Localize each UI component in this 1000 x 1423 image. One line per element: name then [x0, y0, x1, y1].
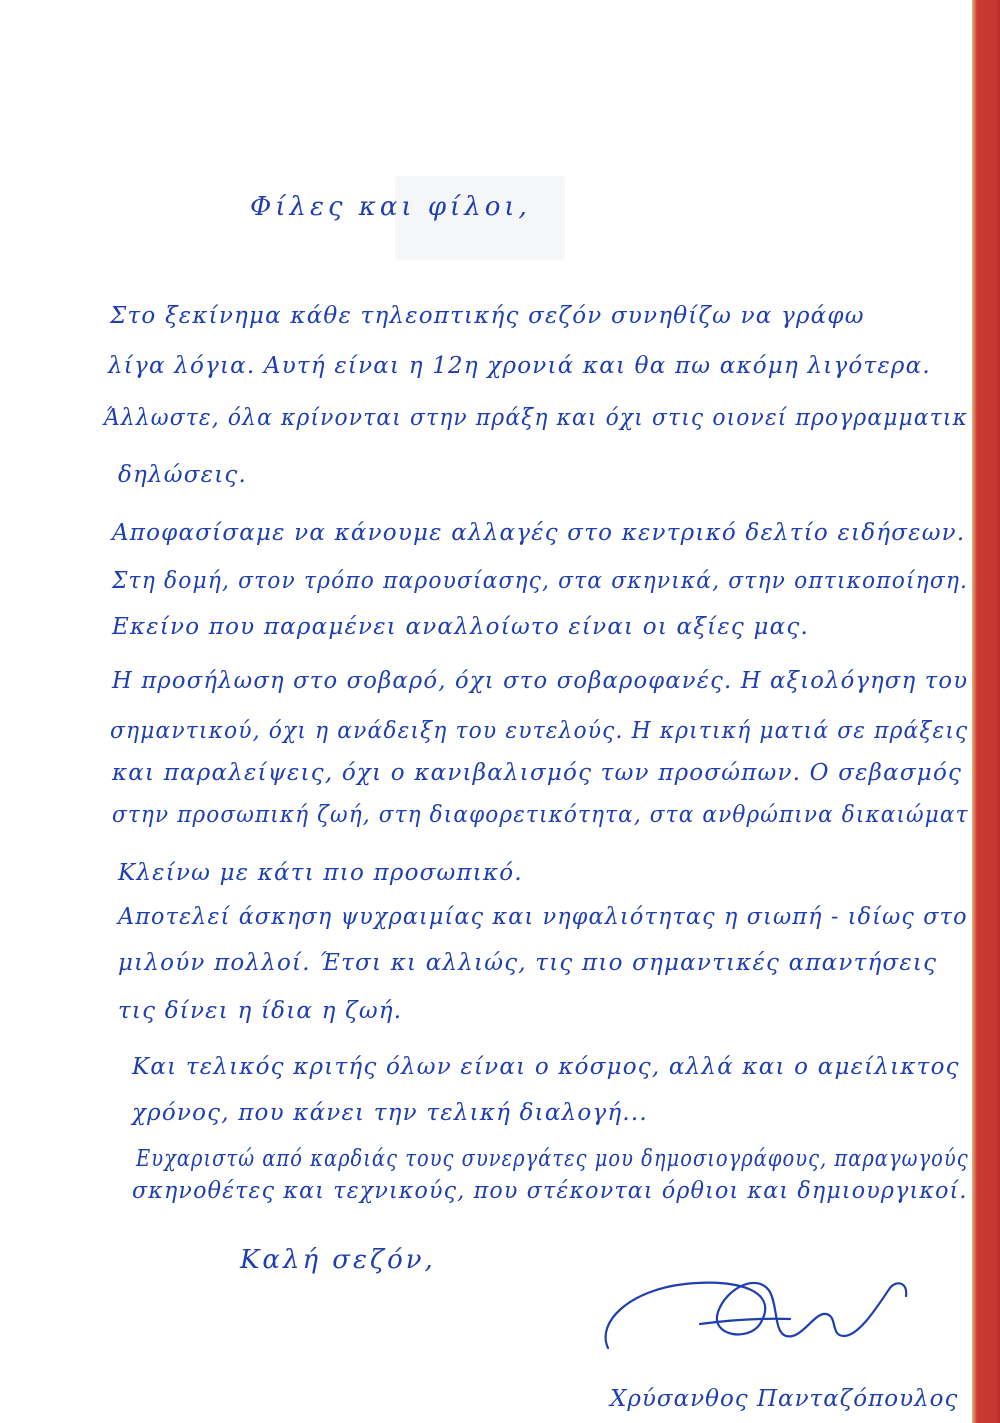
handwritten-signature — [590, 1262, 940, 1372]
letter-line-11: στην προσωπική ζωή, στη διαφορετικότητα, στα ανθρώπινα δικαιώματ — [112, 802, 969, 828]
closing: Καλή σεζόν, — [240, 1245, 436, 1275]
letter-line-3: Άλλωστε, όλα κρίνονται στην πράξη και όχι στις οιονεί προγραμματικ — [104, 405, 969, 431]
letter-line-19: σκηνοθέτες και τεχνικούς, που στέκονται όρθιοι και δημιουργικοί. — [132, 1178, 968, 1204]
letter-line-16: Και τελικός κριτής όλων είναι ο κόσμος, αλλά και ο αμείλικτος — [132, 1054, 960, 1080]
greeting: Φίλες και φίλοι, — [250, 192, 531, 222]
letter-line-14: μιλούν πολλοί. Έτσι κι αλλιώς, τις πιο σημαντικές απαντήσεις — [118, 950, 938, 976]
letter-line-5: Αποφασίσαμε να κάνουμε αλλαγές στο κεντρικό δελτίο ειδήσεων. — [112, 520, 966, 546]
letter-line-17: χρόνος, που κάνει την τελική διαλογή... — [132, 1100, 648, 1126]
letter-line-15: τις δίνει η ίδια η ζωή. — [118, 998, 403, 1024]
letter-line-7: Εκείνο που παραμένει αναλλοίωτο είναι οι αξίες μας. — [112, 614, 809, 640]
letter-line-9: σημαντικού, όχι η ανάδειξη του ευτελούς. Η κριτική ματιά σε πράξεις — [110, 718, 969, 744]
letter-line-4: δηλώσεις. — [118, 462, 248, 488]
letter-line-10: και παραλείψεις, όχι ο κανιβαλισμός των προσώπων. Ο σεβασμός — [112, 760, 963, 786]
letter-line-12: Κλείνω με κάτι πιο προσωπικό. — [118, 860, 523, 886]
signature-name: Χρύσανθος Πανταζόπουλος — [610, 1386, 959, 1412]
letter-line-8: Η προσήλωση στο σοβαρό, όχι στο σοβαροφανές. Η αξιολόγηση του — [112, 668, 969, 694]
letter-line-6: Στη δομή, στον τρόπο παρουσίασης, στα σκηνικά, στην οπτικοποίηση. — [112, 568, 969, 594]
red-page-edge — [972, 0, 1000, 1423]
letter-line-2: λίγα λόγια. Αυτή είναι η 12η χρονιά και θα πω ακόμη λιγότερα. — [108, 353, 931, 379]
letter-line-18: Ευχαριστώ από καρδιάς τους συνεργάτες μου δημοσιογράφους, παραγωγούς — [136, 1146, 969, 1172]
letter-line-13: Αποτελεί άσκηση ψυχραιμίας και νηφαλιότητας η σιωπή - ιδίως στο — [118, 904, 968, 930]
letter-line-1: Στο ξεκίνημα κάθε τηλεοπτικής σεζόν συνηθίζω να γράφω — [110, 303, 865, 329]
